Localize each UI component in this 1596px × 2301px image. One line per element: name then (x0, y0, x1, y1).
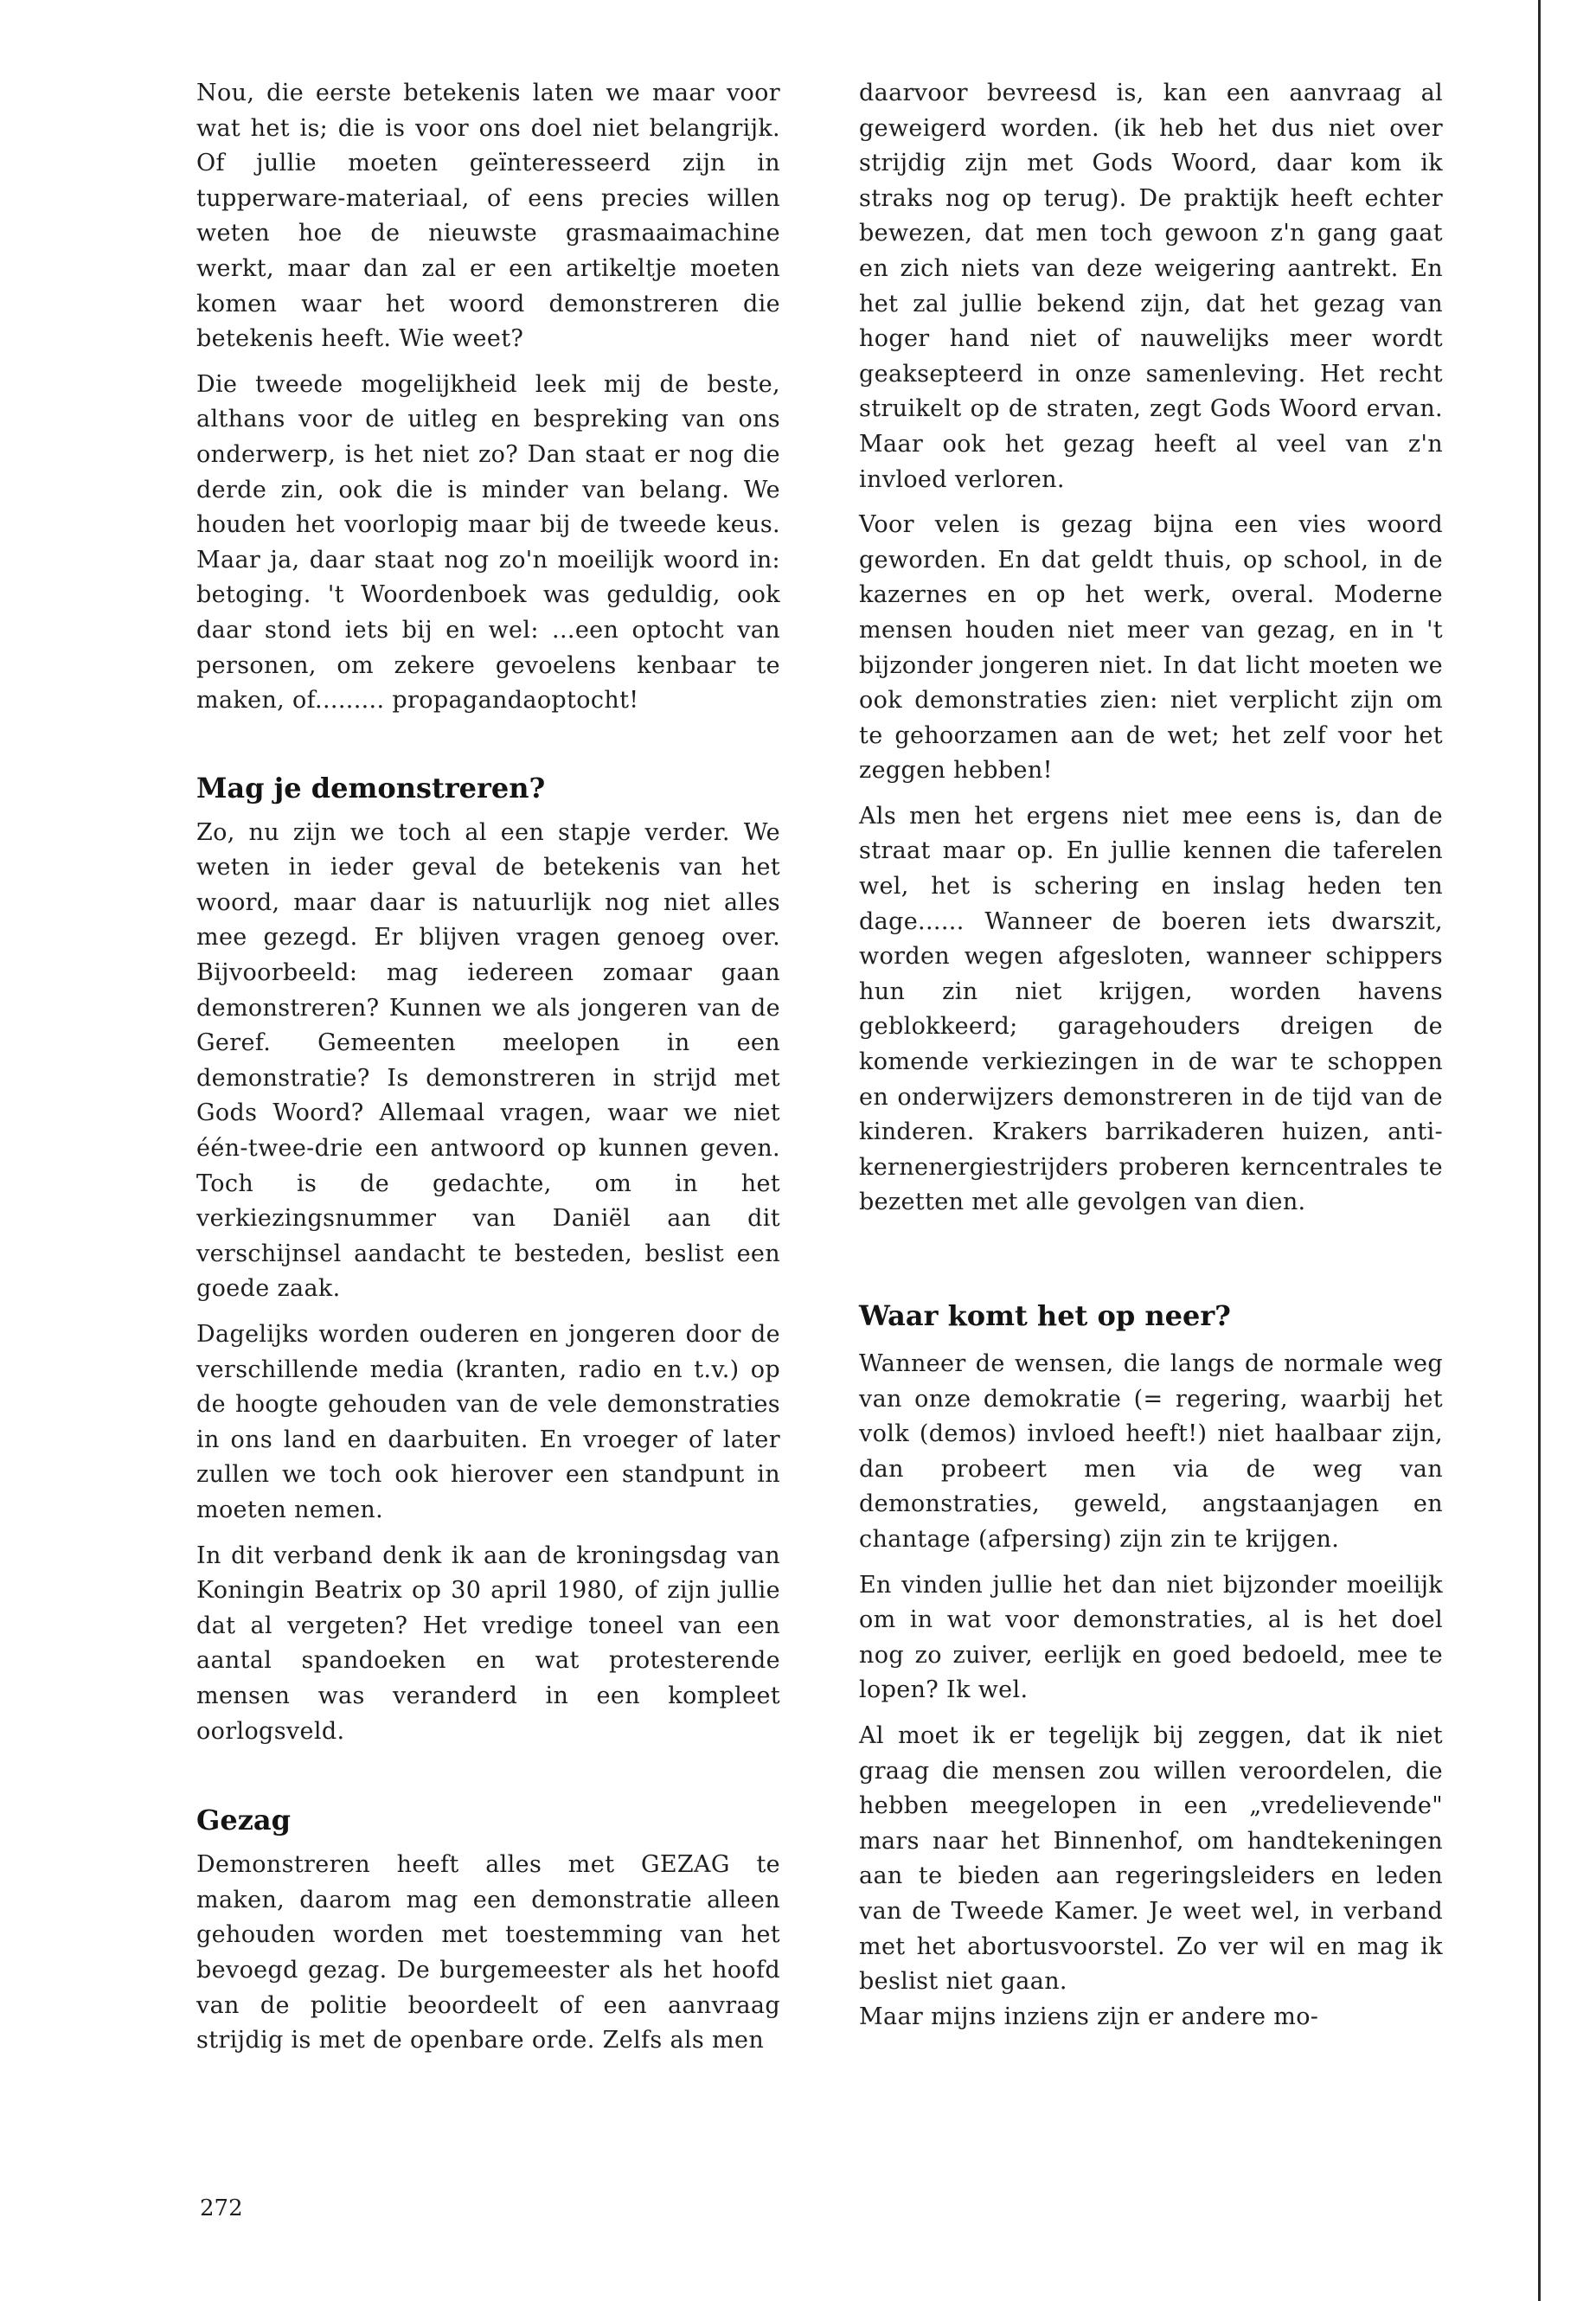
paragraph: Nou, die eerste betekenis laten we maar voor wat het is; die is voor ons doel niet belangrijk. Of jullie moeten geïnteresseerd zijn in tupperware-materiaal, of eens precies willen weten hoe de nieuwste grasmaaimachine werkt, maar dan zal er een artikeltje moeten komen waar het woord demonstreren die betekenis heeft. Wie weet? (196, 80, 780, 353)
left-column (196, 76, 780, 2059)
paragraph: Die tweede mogelijkheid leek mij de beste, althans voor de uitleg en bespreking van ons onderwerp, is het niet zo? Dan staat er nog die derde zin, ook die is minder van belang. We houden het voorlopig maar bij de tweede keus. Maar ja, daar staat nog zo'n moeilijk woord in: betoging. 't Woordenboek was geduldig, ook daar stond iets bij en wel: ...een optocht van personen, om zekere gevoelens kenbaar te maken, of......... propagandaoptocht! (196, 370, 780, 715)
section-heading: Mag je demonstreren? (196, 771, 546, 804)
paragraph: En vinden jullie het dan niet bijzonder moeilijk om in wat voor demonstraties, al is het doel nog zo zuiver, eerlijk en goed bedoeld, mee te lopen? Ik wel. (859, 1571, 1443, 1704)
section-heading: Gezag (196, 1804, 291, 1837)
paragraph: daarvoor bevreesd is, kan een aanvraag al geweigerd worden. (ik heb het dus niet over strijdig zijn met Gods Woord, daar kom ik straks nog op terug). De praktijk heeft echter bewezen, dat men toch gewoon z'n gang gaat en zich niets van deze weigering aantrekt. En het zal jullie bekend zijn, dat het gezag van hoger hand niet of nauwelijks meer wordt geaksepteerd in onze samenleving. Het recht struikelt op de straten, zegt Gods Woord ervan. Maar ook het gezag heeft al veel van z'n invloed verloren. (859, 80, 1443, 493)
paragraph: Zo, nu zijn we toch al een stapje verder. We weten in ieder geval de betekenis van het woord, maar daar is natuurlijk nog niet alles mee gezegd. Er blijven vragen genoeg over. Bijvoorbeeld: mag iedereen zomaar gaan demonstreren? Kunnen we als jongeren van de Geref. Gemeenten meelopen in een demonstratie? Is demonstreren in strijd met Gods Woord? Allemaal vragen, waar we niet één-twee-drie een antwoord op kunnen geven. Toch is de gedachte, om in het verkiezingsnummer van Daniël aan dit verschijnsel aandacht te besteden, beslist een goede zaak. (196, 818, 780, 1303)
paragraph: Als men het ergens niet mee eens is, dan de straat maar op. En jullie kennen die taferelen wel, het is schering en inslag heden ten dage...... Wanneer de boeren iets dwarszit, worden wegen afgesloten, wanneer schippers hun zin niet krijgen, worden havens geblokkeerd; garagehouders dreigen de komende verkiezingen in de war te schoppen en onderwijzers demonstreren in de tijd van de kinderen. Krakers barrikaderen huizen, anti-kernenergiestrijders proberen kerncentrales te bezetten met alle gevolgen van dien. (859, 802, 1443, 1216)
page-number: 272 (200, 2195, 243, 2221)
paragraph: Voor velen is gezag bijna een vies woord geworden. En dat geldt thuis, op school, in de kazernes en op het werk, overal. Moderne mensen houden niet meer van gezag, en in 't bijzonder jongeren niet. In dat licht moeten we ook demonstraties zien: niet verplicht zijn om te gehoorzamen aan de wet; het zelf voor het zeggen hebben! (859, 511, 1443, 785)
paragraph: Wanneer de wensen, die langs de normale weg van onze demokratie (= regering, waarbij het volk (demos) invloed heeft!) niet haalbaar zijn, dan probeert men via de weg van demonstraties, geweld, angstaanjagen en chantage (afpersing) zijn zin te krijgen. (859, 1350, 1443, 1553)
page-edge-line (1538, 0, 1541, 2301)
paragraph: Al moet ik er tegelijk bij zeggen, dat ik niet graag die mensen zou willen veroordelen, die hebben meegelopen in een „vredelievende" mars naar het Binnenhof, om handtekeningen aan te bieden aan regeringsleiders en leden van de Tweede Kamer. Je weet wel, in verband met het abortusvoorstel. Zo ver wil en mag ik beslist niet gaan. (859, 1721, 1443, 1996)
right-column (859, 76, 1443, 2035)
paragraph: Maar mijns inziens zijn er andere mo- (859, 2003, 1319, 2030)
paragraph: Demonstreren heeft alles met GEZAG te maken, daarom mag een demonstratie alleen gehouden worden met toestemming van het bevoegd gezag. De burgemeester als het hoofd van de politie beoordeelt of een aanvraag strijdig is met de openbare orde. Zelfs als men (196, 1851, 780, 2054)
section-heading: Waar komt het op neer? (859, 1299, 1231, 1332)
paragraph: In dit verband denk ik aan de kroningsdag van Koningin Beatrix op 30 april 1980, of zijn jullie dat al vergeten? Het vredige toneel van een aantal spandoeken en wat protesterende mensen was veranderd in een kompleet oorlogsveld. (196, 1541, 780, 1745)
paragraph: Dagelijks worden ouderen en jongeren door de verschillende media (kranten, radio en t.v.) op de hoogte gehouden van de vele demonstraties in ons land en daarbuiten. En vroeger of later zullen we toch ook hierover een standpunt in moeten nemen. (196, 1321, 780, 1523)
